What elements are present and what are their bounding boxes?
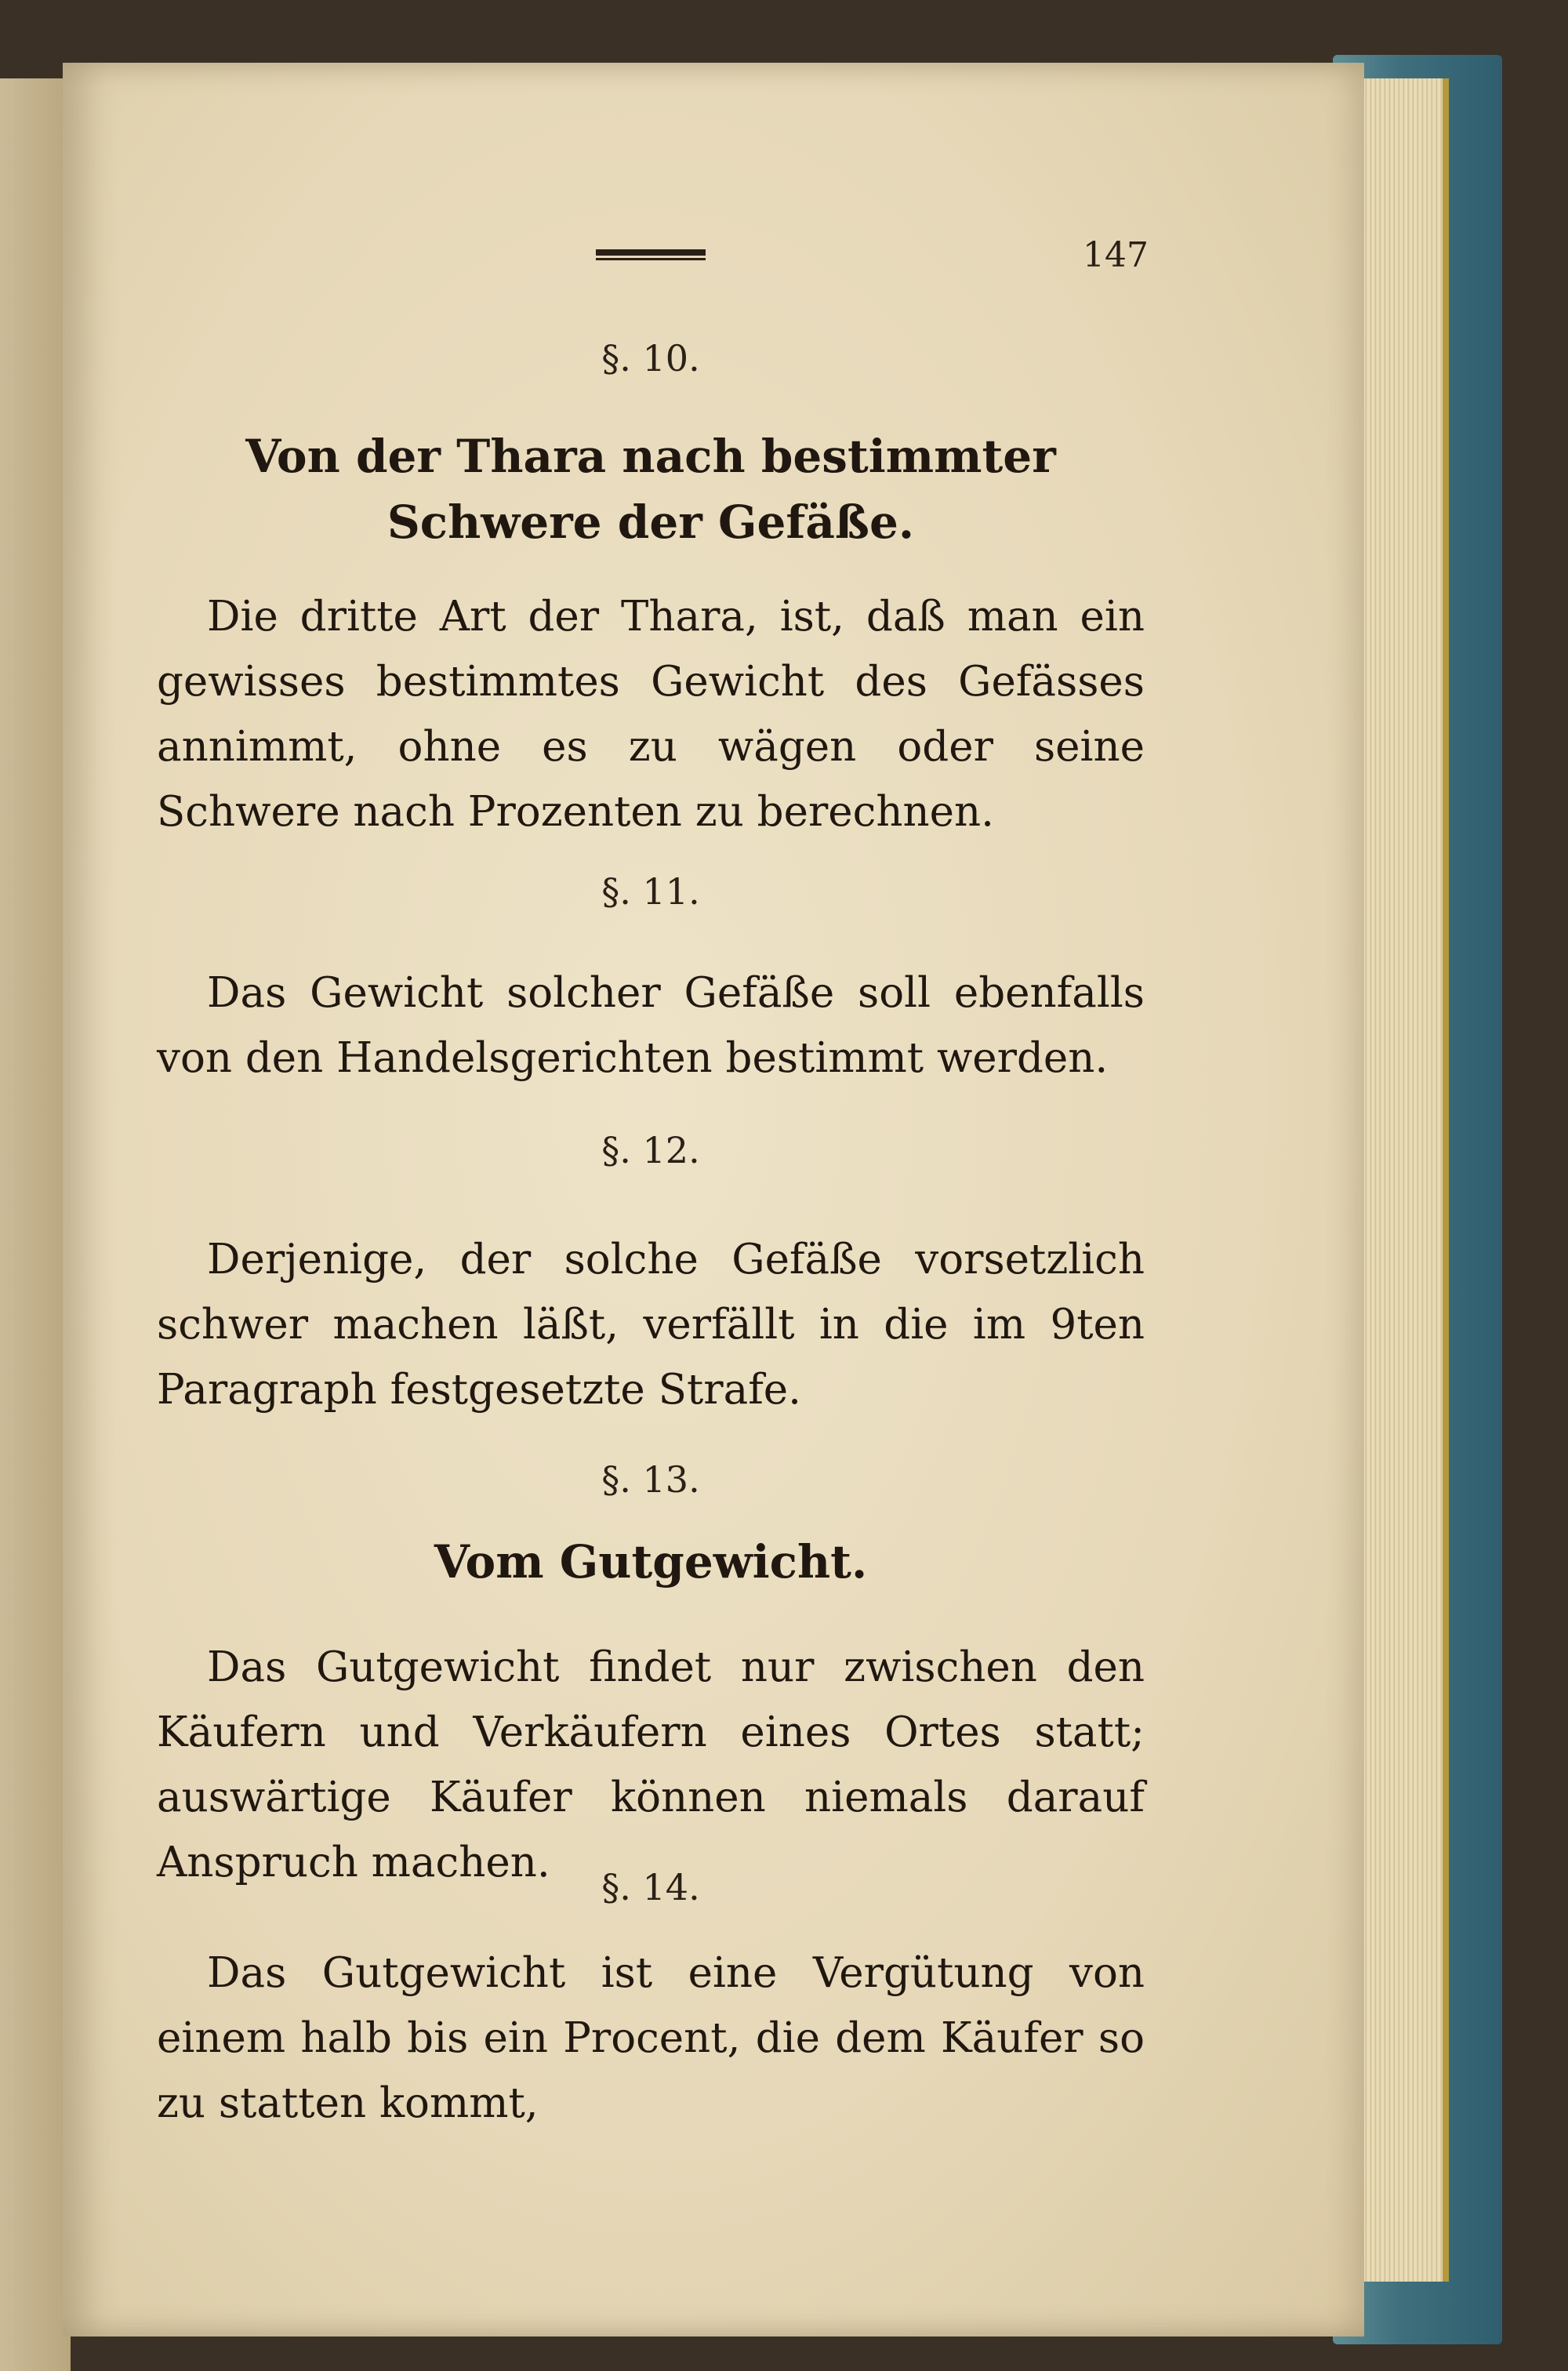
page-number: 147: [1083, 235, 1149, 275]
section-mark-14: §. 14.: [601, 1866, 700, 1908]
section-text-14: Das Gutgewicht ist eine Vergütung von einem halb bis ein Procent, die dem Käufer so zu statten kommt,: [157, 1949, 1145, 2127]
section-text-11: Das Gewicht solcher Gefäße soll ebenfalls von den Handelsgerichten bestimmt werden.: [157, 969, 1145, 1082]
section-heading-10: Von der Thara nach bestimmter Schwere der Gefäße.: [245, 430, 1056, 549]
section-text-12: Derjenige, der solche Gefäße vorsetzlich schwer machen läßt, verfällt in die im 9ten Paragraph festgesetzte Strafe.: [157, 1236, 1145, 1414]
section-mark-11: §. 11.: [601, 870, 700, 913]
section-mark-13: §. 13.: [601, 1458, 700, 1501]
section-text-10: Die dritte Art der Thara, ist, daß man ein gewisses bestimmtes Gewicht des Gefässes annimmt, ohne es zu wägen oder seine Schwere nach Prozenten zu berechnen.: [157, 593, 1145, 836]
section-mark-10: §. 10.: [601, 337, 700, 379]
section-mark-12: §. 12.: [601, 1129, 700, 1171]
section-text-13: Das Gutgewicht findet nur zwischen den Käufern und Verkäufern eines Ortes statt; auswärtige Käufer können niemals darauf Anspruch machen.: [157, 1643, 1145, 1886]
section-heading-13: Vom Gutgewicht.: [434, 1535, 868, 1589]
left-page-edge: [0, 78, 71, 2371]
header-rule: [596, 249, 706, 260]
